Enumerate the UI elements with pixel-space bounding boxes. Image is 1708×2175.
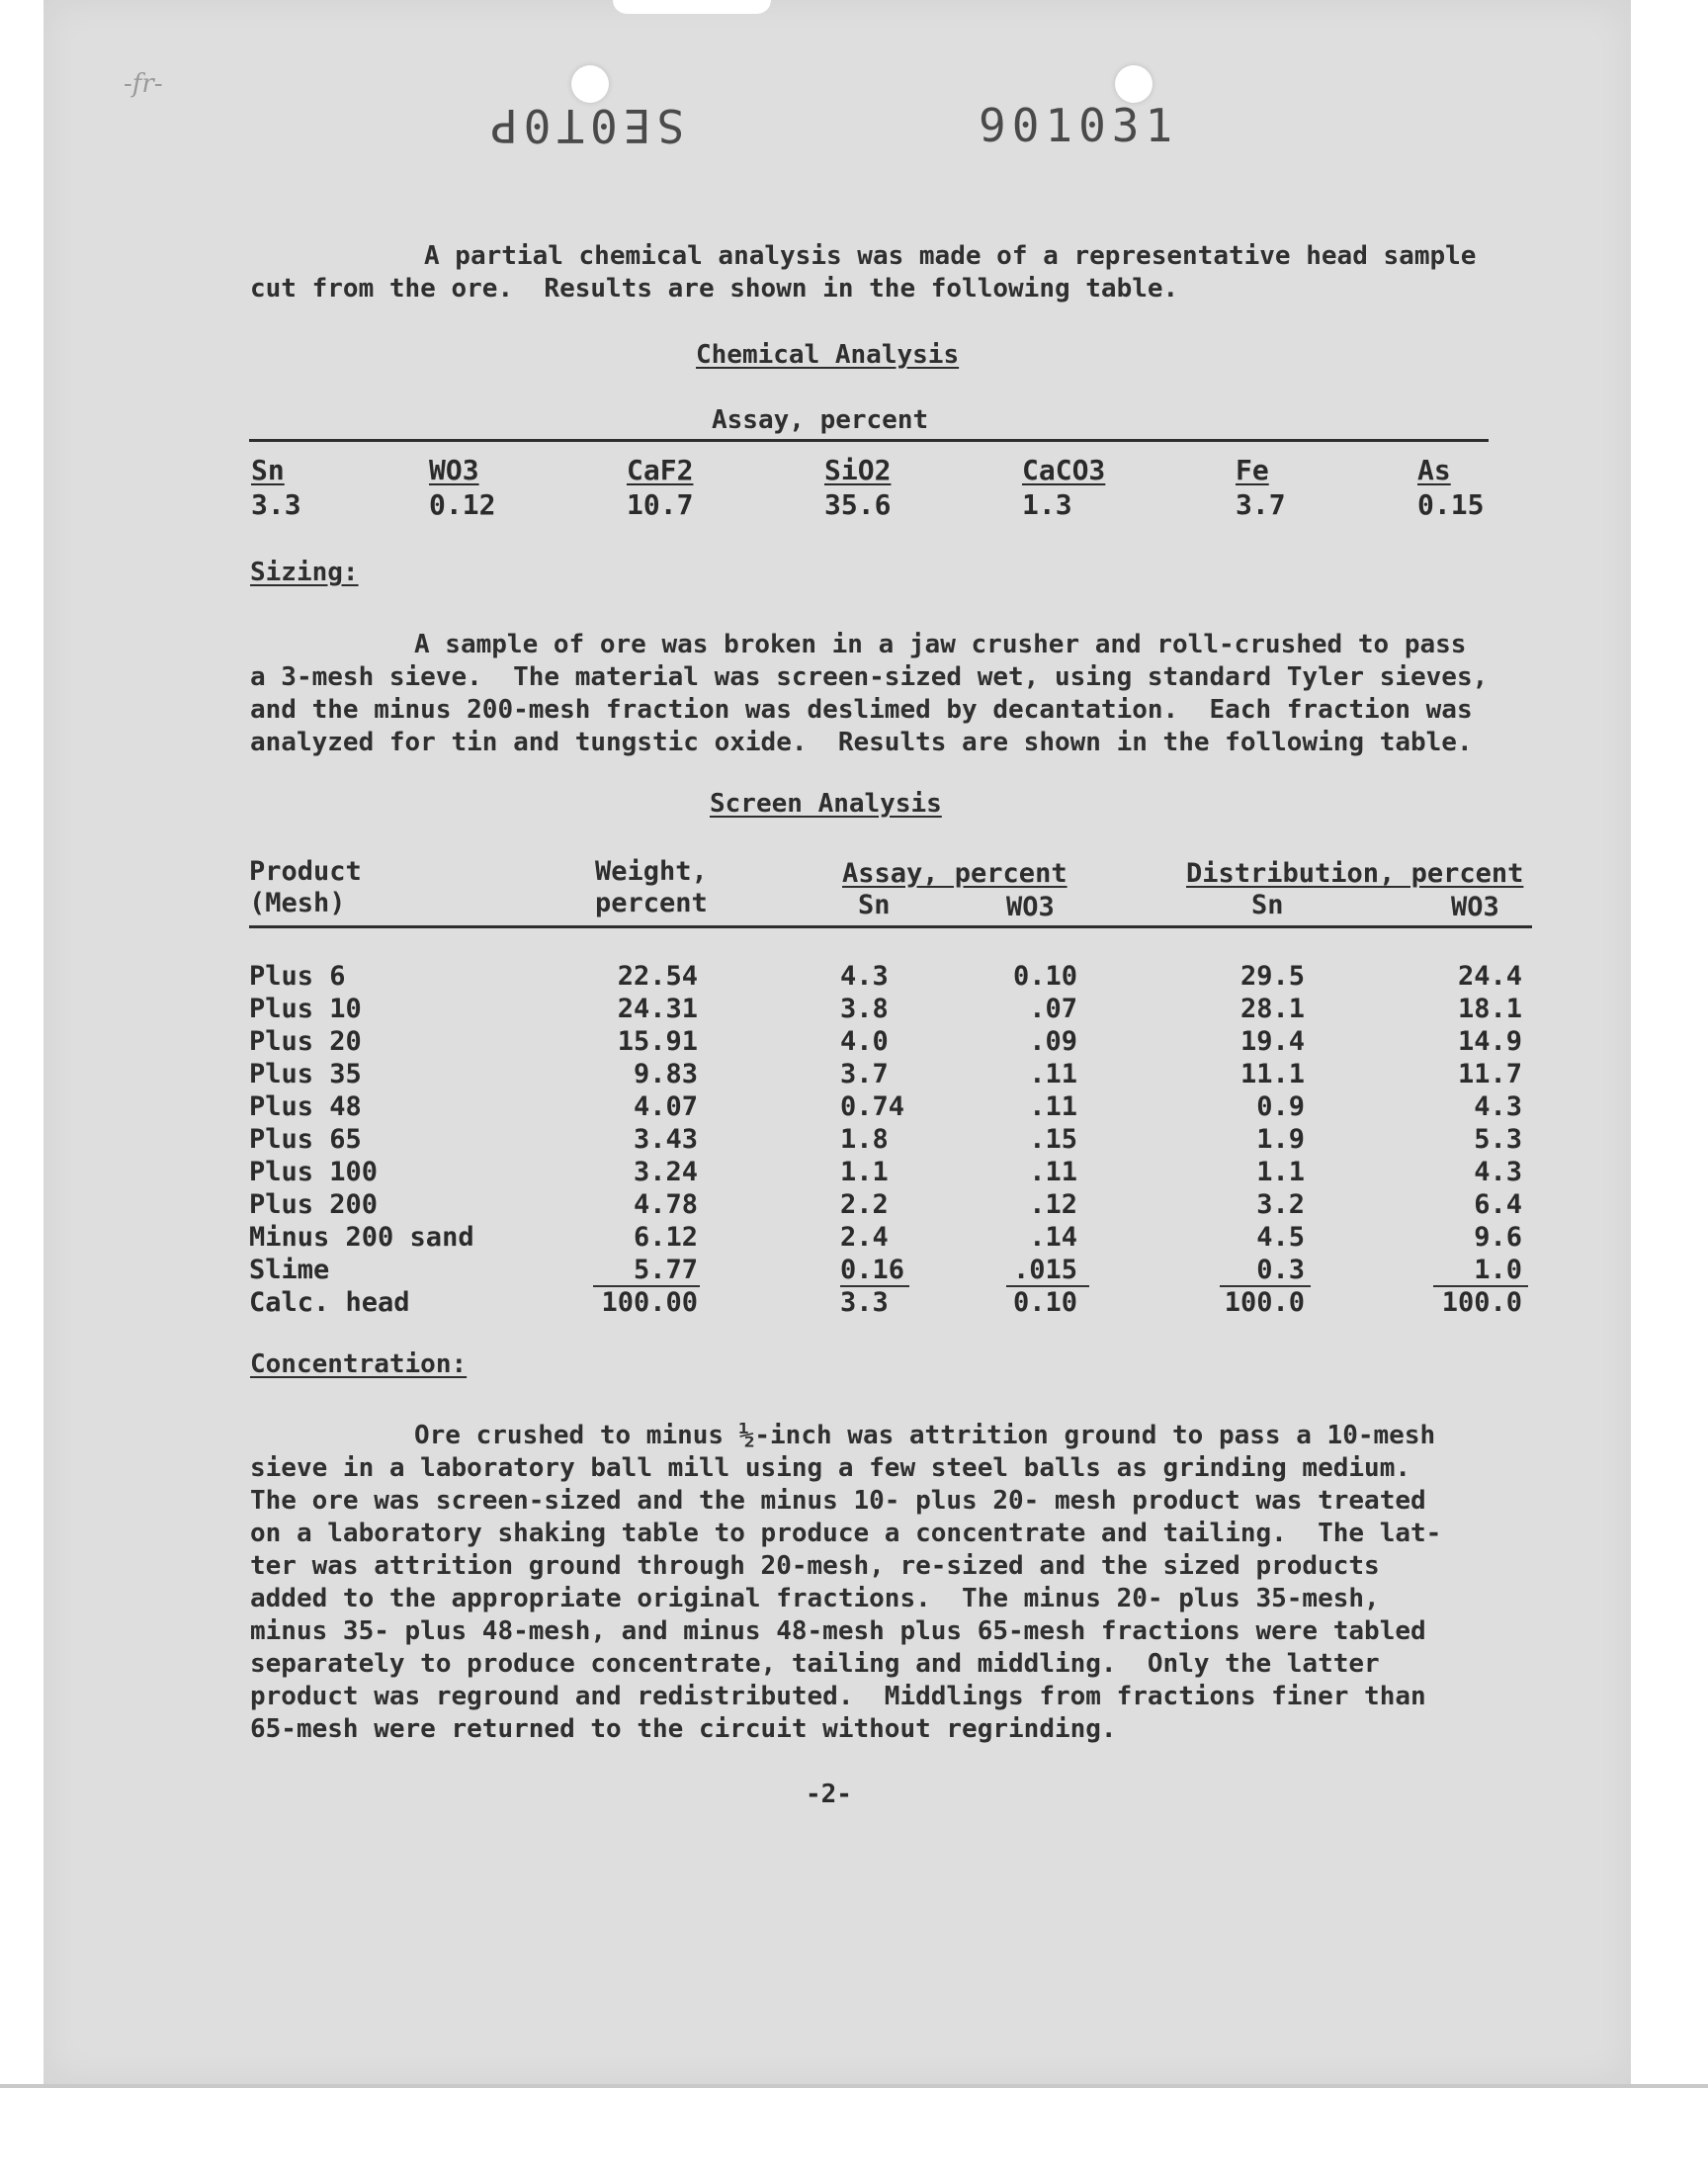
intro-line: cut from the ore. Results are shown in the following table. — [250, 274, 1179, 304]
cell-product: Plus 10 — [249, 994, 362, 1024]
cell-product: Plus 20 — [249, 1026, 362, 1057]
cell-assay-wo3: .12 — [1029, 1189, 1077, 1220]
cell-dist-wo3: 24.4 — [1457, 961, 1522, 992]
concentration-line: The ore was screen-sized and the minus 10- plus 20- mesh product was treated — [250, 1486, 1426, 1516]
cell-dist-wo3: 4.3 — [1474, 1157, 1522, 1187]
cell-product: Slime — [249, 1255, 330, 1285]
cell-dist-sn: 4.5 — [1256, 1222, 1305, 1253]
concentration-line: added to the appropriate original fractions. The minus 20- plus 35-mesh, — [250, 1584, 1380, 1613]
screen-table-rule — [249, 925, 1532, 928]
cell-assay-sn: 4.0 — [840, 1026, 889, 1057]
cell-assay-sn: 3.8 — [840, 994, 889, 1024]
stamp-number-left: SE0T0P — [484, 99, 685, 152]
chem-value: 35.6 — [824, 488, 892, 521]
assay-percent-label: Assay, percent — [712, 405, 929, 435]
cell-assay-wo3: .015 — [1012, 1255, 1077, 1285]
total-underline — [593, 1285, 700, 1287]
punch-hole-left — [571, 65, 609, 103]
cell-dist-sn: 1.1 — [1256, 1157, 1305, 1187]
chem-symbol: CaF2 — [627, 454, 694, 486]
cell-assay-sn: 1.8 — [840, 1124, 889, 1155]
cell-assay-wo3: .14 — [1029, 1222, 1077, 1253]
cell-dist-sn: 3.2 — [1256, 1189, 1305, 1220]
concentration-line: 65-mesh were returned to the circuit without regrinding. — [250, 1714, 1117, 1744]
cell-weight: 4.78 — [633, 1189, 698, 1220]
cell-dist-wo3: 5.3 — [1474, 1124, 1522, 1155]
cell-assay-wo3: .07 — [1029, 994, 1077, 1024]
cell-dist-wo3: 4.3 — [1474, 1091, 1522, 1122]
cell-dist-sn: 19.4 — [1239, 1026, 1305, 1057]
chemical-table-rule — [249, 439, 1489, 442]
concentration-line: sieve in a laboratory ball mill using a few steel balls as grinding medium. — [250, 1453, 1410, 1483]
sizing-line: a 3-mesh sieve. The material was screen-sized wet, using standard Tyler sieves, — [250, 662, 1489, 692]
cell-assay-sn: 2.2 — [840, 1189, 889, 1220]
cell-weight: 6.12 — [633, 1222, 698, 1253]
intro-line: A partial chemical analysis was made of a representative head sample — [424, 241, 1477, 271]
cell-dist-wo3: 18.1 — [1457, 994, 1522, 1024]
cell-assay-sn: 0.16 — [840, 1255, 905, 1285]
chem-value: 0.12 — [429, 488, 496, 521]
cell-assay-wo3: .11 — [1029, 1157, 1077, 1187]
chem-symbol: CaCO3 — [1022, 454, 1106, 486]
cell-dist-sn: 11.1 — [1239, 1059, 1305, 1089]
header-dist-sn: Sn — [1251, 890, 1284, 920]
concentration-line: separately to produce concentrate, tailing and middling. Only the latter — [250, 1649, 1380, 1679]
cell-assay-wo3: 0.10 — [1012, 1287, 1077, 1318]
cell-assay-wo3: 0.10 — [1012, 961, 1077, 992]
header-dist-wo3: WO3 — [1451, 892, 1499, 922]
cell-product: Plus 100 — [249, 1157, 379, 1187]
total-underline — [1433, 1285, 1528, 1287]
cell-product: Minus 200 sand — [249, 1222, 474, 1253]
page-number: -2- — [806, 1780, 852, 1809]
chem-symbol: As — [1417, 454, 1451, 486]
chem-value: 1.3 — [1022, 488, 1072, 521]
cell-weight: 4.07 — [633, 1091, 698, 1122]
chemical-analysis-title: Chemical Analysis — [696, 340, 960, 370]
sizing-line: and the minus 200-mesh fraction was deslimed by decantation. Each fraction was — [250, 695, 1473, 725]
cell-product: Plus 48 — [249, 1091, 362, 1122]
concentration-line: ter was attrition ground through 20-mesh, re-sized and the sized products — [250, 1551, 1380, 1581]
cell-dist-sn: 0.9 — [1256, 1091, 1305, 1122]
chem-column-sn — [251, 453, 301, 522]
chem-symbol: WO3 — [429, 454, 479, 486]
header-assay: Assay, percent — [842, 858, 1068, 889]
concentration-line: Ore crushed to minus ½-inch was attrition ground to pass a 10-mesh — [414, 1421, 1436, 1450]
header-mesh: (Mesh) — [249, 888, 346, 918]
sizing-line: analyzed for tin and tungstic oxide. Results are shown in the following table. — [250, 728, 1473, 757]
header-distribution: Distribution, percent — [1186, 858, 1524, 889]
chem-value: 0.15 — [1417, 488, 1485, 521]
chem-column-caf2 — [627, 453, 693, 522]
concentration-line: on a laboratory shaking table to produce a concentrate and tailing. The lat- — [250, 1519, 1442, 1548]
chem-value: 10.7 — [627, 488, 694, 521]
chem-column-as — [1417, 453, 1484, 522]
stamp-number-right: 901031 — [979, 99, 1179, 152]
chem-symbol: Sn — [251, 454, 285, 486]
cell-assay-sn: 3.3 — [840, 1287, 889, 1318]
cell-product: Calc. head — [249, 1287, 410, 1318]
header-weight-percent: percent — [595, 888, 708, 918]
punch-hole-right — [1115, 65, 1153, 103]
cell-dist-wo3: 6.4 — [1474, 1189, 1522, 1220]
chem-value: 3.3 — [251, 488, 301, 521]
cell-dist-wo3: 9.6 — [1474, 1222, 1522, 1253]
cell-product: Plus 200 — [249, 1189, 379, 1220]
header-assay-sn: Sn — [858, 890, 891, 920]
cell-product: Plus 6 — [249, 961, 346, 992]
cell-assay-wo3: .11 — [1029, 1091, 1077, 1122]
cell-dist-sn: 0.3 — [1256, 1255, 1305, 1285]
concentration-line: product was reground and redistributed. Middlings from fractions finer than — [250, 1682, 1426, 1711]
cell-assay-sn: 1.1 — [840, 1157, 889, 1187]
chem-column-wo3 — [429, 453, 495, 522]
cell-dist-wo3: 1.0 — [1474, 1255, 1522, 1285]
cell-weight: 5.77 — [633, 1255, 698, 1285]
cell-assay-sn: 3.7 — [840, 1059, 889, 1089]
chem-symbol: SiO2 — [824, 454, 892, 486]
sizing-paragraph — [250, 629, 1488, 759]
cell-assay-wo3: .11 — [1029, 1059, 1077, 1089]
chem-value: 3.7 — [1236, 488, 1286, 521]
header-product: Product — [249, 856, 362, 887]
cell-weight: 3.24 — [633, 1157, 698, 1187]
sizing-heading: Sizing: — [250, 558, 359, 587]
cell-dist-wo3: 100.0 — [1441, 1287, 1522, 1318]
header-weight: Weight, — [595, 856, 708, 887]
cell-assay-wo3: .15 — [1029, 1124, 1077, 1155]
total-underline — [840, 1285, 909, 1287]
sizing-line: A sample of ore was broken in a jaw crusher and roll-crushed to pass — [414, 630, 1467, 659]
cell-assay-sn: 2.4 — [840, 1222, 889, 1253]
cell-product: Plus 35 — [249, 1059, 362, 1089]
page-bottom-edge — [0, 2084, 1708, 2088]
cell-dist-sn: 100.0 — [1224, 1287, 1305, 1318]
chem-column-sio2 — [824, 453, 891, 522]
chem-column-caco3 — [1022, 453, 1105, 522]
cell-dist-wo3: 11.7 — [1457, 1059, 1522, 1089]
cell-weight: 24.31 — [617, 994, 698, 1024]
cell-weight: 3.43 — [633, 1124, 698, 1155]
cell-weight: 9.83 — [633, 1059, 698, 1089]
total-underline — [1006, 1285, 1089, 1287]
header-assay-wo3: WO3 — [1006, 892, 1055, 922]
pencil-mark: -fr- — [124, 69, 163, 99]
intro-paragraph — [250, 240, 1476, 305]
concentration-paragraph — [250, 1420, 1441, 1746]
concentration-line: minus 35- plus 48-mesh, and minus 48-mesh plus 65-mesh fractions were tabled — [250, 1616, 1426, 1646]
chem-symbol: Fe — [1236, 454, 1269, 486]
cell-assay-sn: 4.3 — [840, 961, 889, 992]
cell-weight: 100.00 — [601, 1287, 698, 1318]
concentration-heading: Concentration: — [250, 1349, 468, 1379]
cell-assay-wo3: .09 — [1029, 1026, 1077, 1057]
cell-dist-sn: 29.5 — [1239, 961, 1305, 992]
cell-assay-sn: 0.74 — [840, 1091, 905, 1122]
cell-weight: 15.91 — [617, 1026, 698, 1057]
screen-analysis-title: Screen Analysis — [710, 789, 942, 819]
cell-dist-sn: 1.9 — [1256, 1124, 1305, 1155]
total-underline — [1220, 1285, 1311, 1287]
top-notch — [613, 0, 771, 14]
cell-dist-sn: 28.1 — [1239, 994, 1305, 1024]
chem-column-fe — [1236, 453, 1286, 522]
cell-product: Plus 65 — [249, 1124, 362, 1155]
cell-weight: 22.54 — [617, 961, 698, 992]
cell-dist-wo3: 14.9 — [1457, 1026, 1522, 1057]
